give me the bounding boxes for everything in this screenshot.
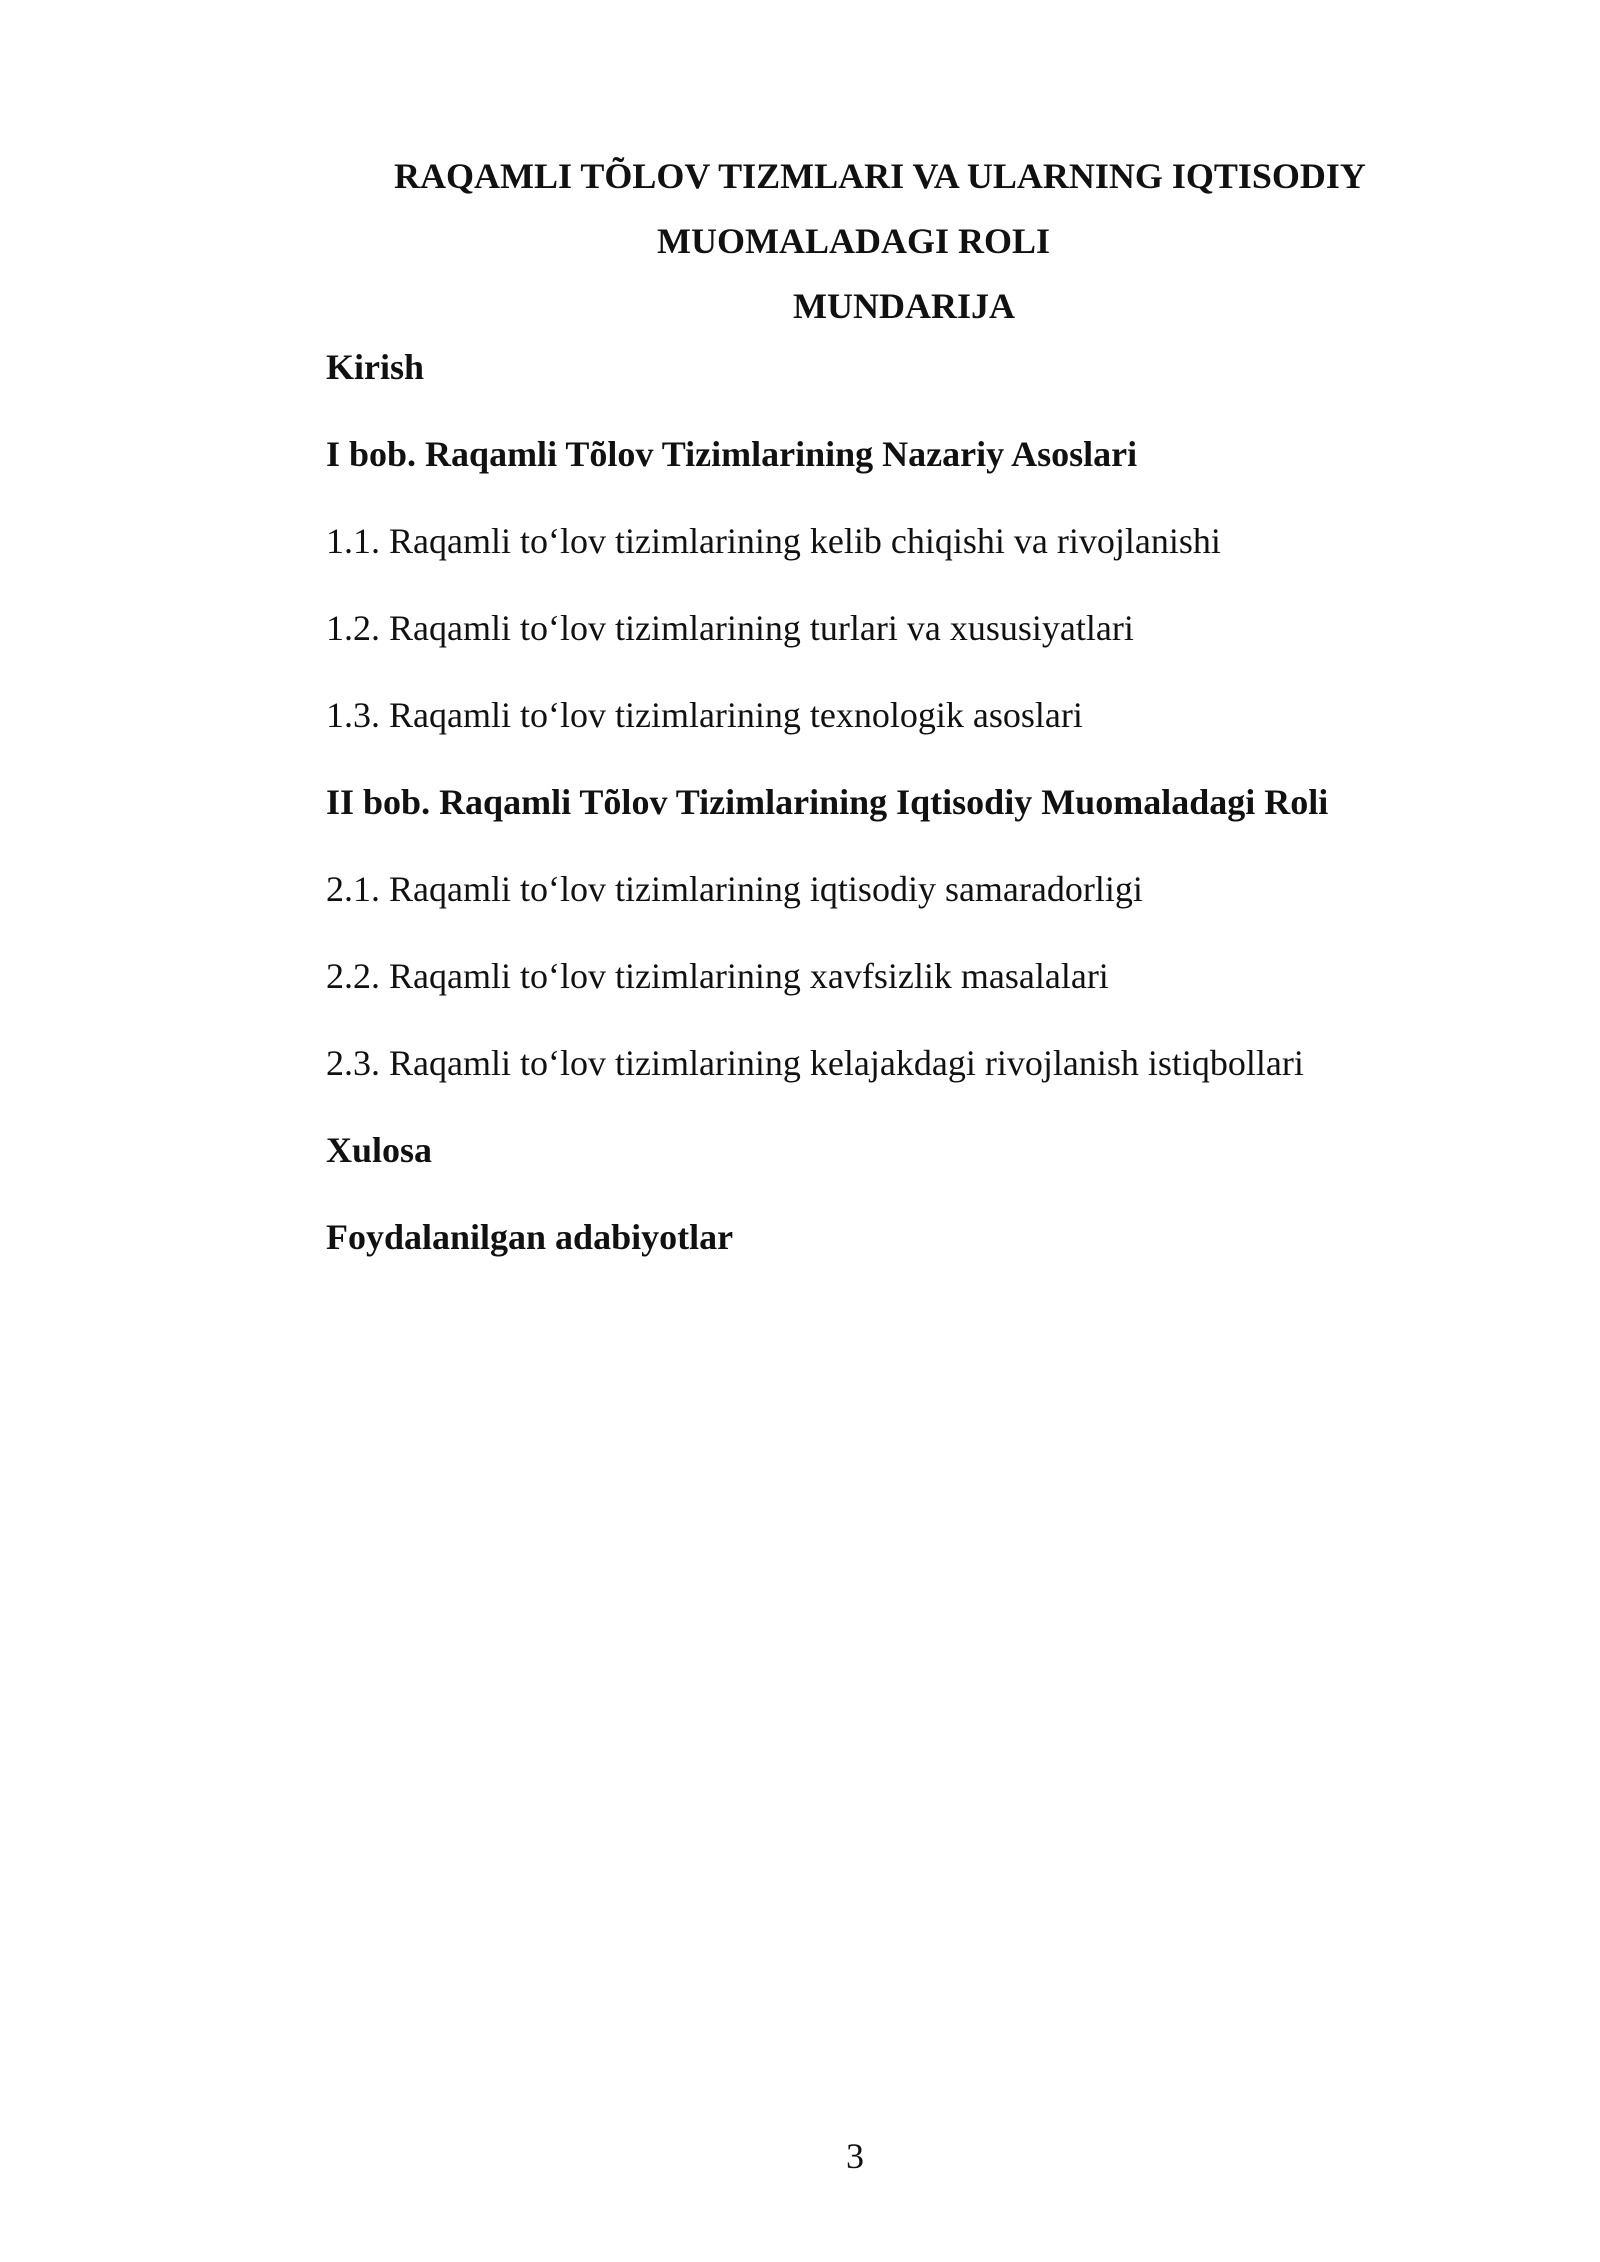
toc-entry-2-3[interactable]: 2.3. Raqamli to‘lov tizimlarining kelajakdagi rivojlanish istiqbollari bbox=[326, 1043, 1304, 1083]
toc-entry-1-1[interactable]: 1.1. Raqamli to‘lov tizimlarining kelib chiqishi va rivojlanishi bbox=[326, 521, 1221, 561]
toc-entry-2-1[interactable]: 2.1. Raqamli to‘lov tizimlarining iqtisodiy samaradorligi bbox=[326, 869, 1143, 909]
toc-entry-2-2[interactable]: 2.2. Raqamli to‘lov tizimlarining xavfsizlik masalalari bbox=[326, 956, 1109, 996]
page-number: 3 bbox=[846, 2136, 864, 2176]
toc-entry-1-3[interactable]: 1.3. Raqamli to‘lov tizimlarining texnologik asoslari bbox=[326, 695, 1083, 735]
toc-entry-references[interactable]: Foydalanilgan adabiyotlar bbox=[326, 1217, 734, 1257]
toc-entry-chapter-1[interactable]: I bob. Raqamli Tõlov Tizimlarining Nazariy Asoslari bbox=[326, 434, 1138, 474]
toc-entry-chapter-2[interactable]: II bob. Raqamli Tõlov Tizimlarining Iqtisodiy Muomaladagi Roli bbox=[326, 782, 1329, 822]
toc-entry-xulosa[interactable]: Xulosa bbox=[326, 1130, 433, 1170]
document-title-line-1: RAQAMLI TÕLOV TIZMLARI VA ULARNING IQTISODIY bbox=[394, 156, 1366, 196]
contents-heading: MUNDARIJA bbox=[793, 286, 1015, 326]
document-title-line-2: MUOMALADAGI ROLI bbox=[657, 221, 1050, 261]
toc-entry-kirish[interactable]: Kirish bbox=[326, 347, 425, 387]
toc-entry-1-2[interactable]: 1.2. Raqamli to‘lov tizimlarining turlari va xususiyatlari bbox=[326, 608, 1134, 648]
